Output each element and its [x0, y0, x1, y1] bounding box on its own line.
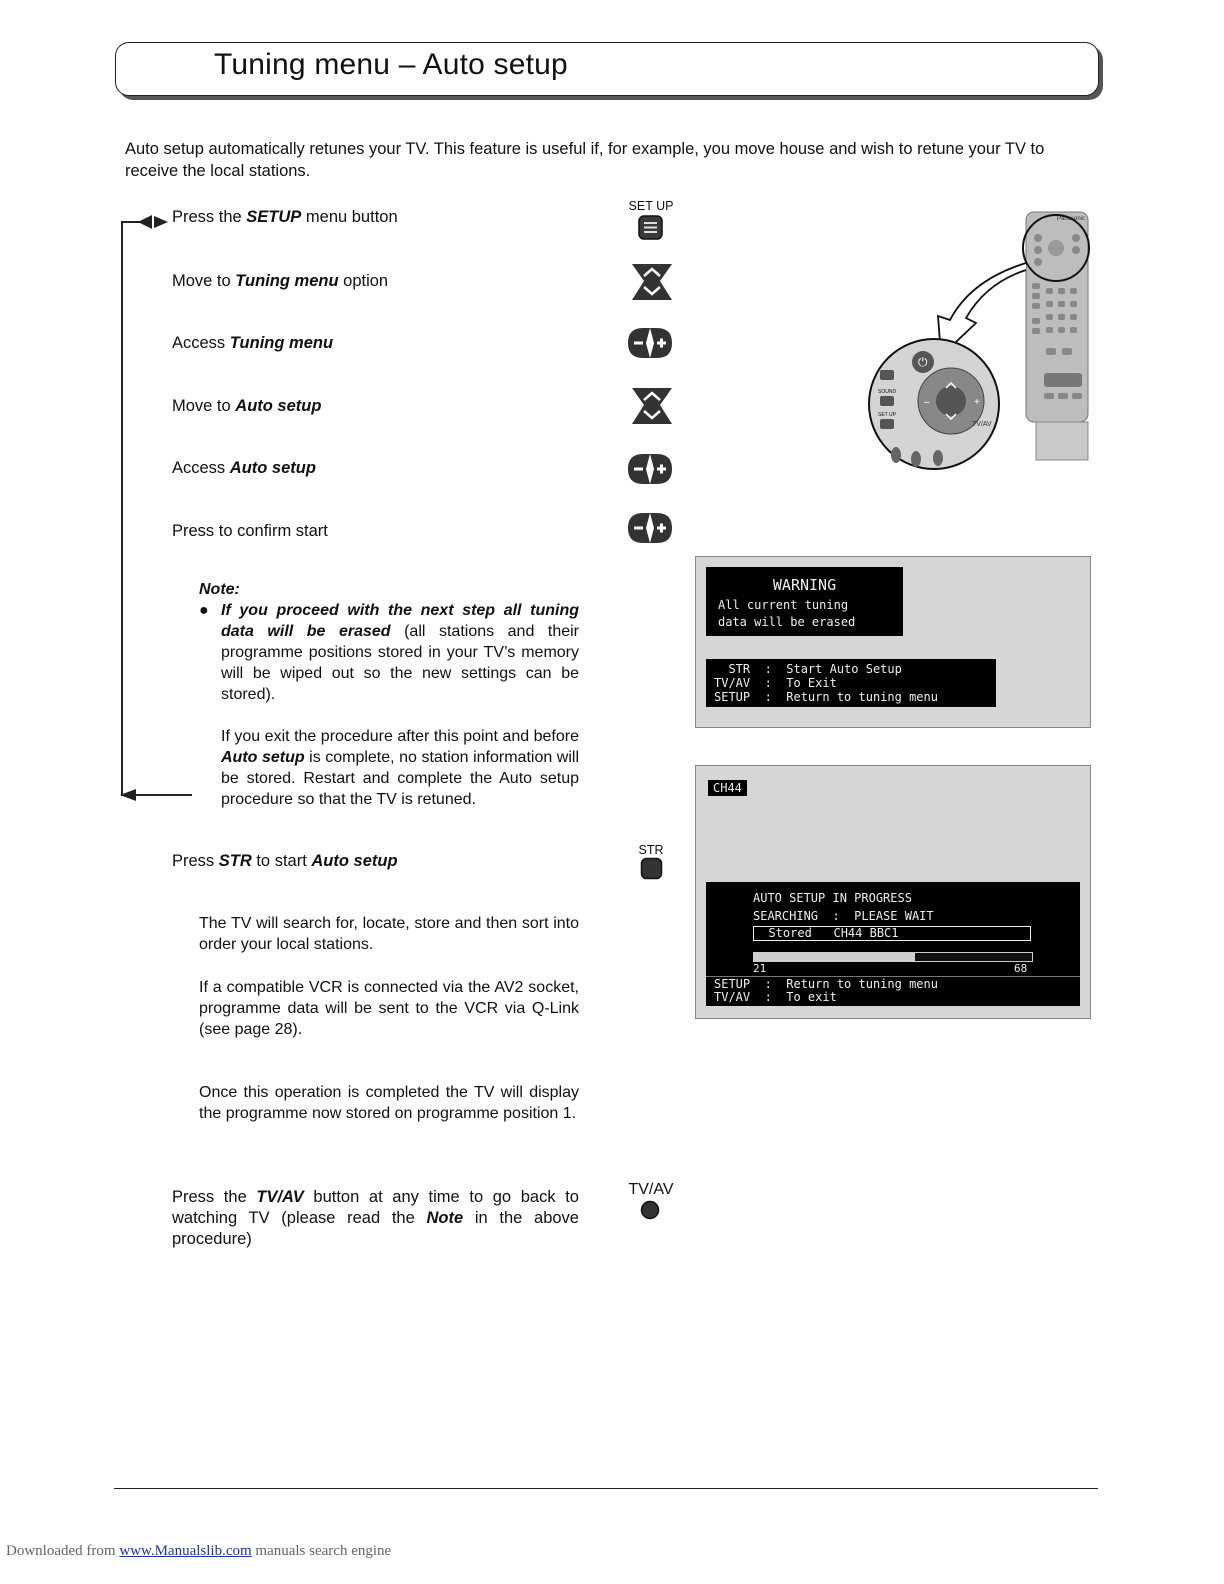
svg-text:+: +	[974, 397, 980, 408]
warning-line2: data will be erased	[718, 615, 856, 629]
bullet-icon: ●	[199, 602, 209, 619]
step-confirm-start: Press to confirm start	[172, 522, 328, 540]
remote-tvav-label: TV/AV	[972, 421, 992, 428]
up-down-button-icon[interactable]	[630, 386, 674, 426]
left-right-button-icon[interactable]	[626, 511, 674, 545]
remote-setup-label: SET UP	[878, 412, 896, 418]
progress-box	[706, 882, 1080, 1006]
up-down-button-icon[interactable]	[630, 262, 674, 302]
step-access-tuning-menu: Access Tuning menu	[172, 334, 334, 352]
osd-warning-screen	[695, 556, 1091, 728]
manualslib-link[interactable]: www.Manualslib.com	[119, 1543, 252, 1559]
step-move-auto-setup: Move to Auto setup	[172, 397, 322, 415]
footer-divider	[114, 1488, 1098, 1489]
note-heading: Note:	[199, 581, 240, 598]
warning-menu-setup: SETUP : Return to tuning menu	[714, 690, 938, 704]
progress-end: 68	[1014, 962, 1028, 975]
loop-arrow	[116, 210, 196, 810]
tvav-button-label: TV/AV	[628, 1181, 674, 1198]
search-description: The TV will search for, locate, store and then sort into order your local stations.	[199, 915, 579, 953]
left-right-button-icon[interactable]	[626, 452, 674, 486]
step-access-auto-setup: Access Auto setup	[172, 459, 316, 477]
osd-progress-screen	[695, 765, 1091, 1019]
left-right-button-icon[interactable]	[626, 326, 674, 360]
download-footer: Downloaded from www.Manualslib.com manuals search engine	[6, 1543, 392, 1559]
progress-start: 21	[753, 962, 767, 975]
step-move-tuning-menu: Move to Tuning menu option	[172, 272, 389, 290]
remote-sound-label: SOUND	[878, 389, 897, 395]
intro-text: Auto setup automatically retunes your TV. This feature is useful if, for example, you move house and wish to retune your TV to receive the local stations.	[125, 140, 1045, 180]
progress-heading: AUTO SETUP IN PROGRESS	[753, 891, 912, 905]
note-block	[199, 579, 579, 810]
progress-foot-tvav: TV/AV : To exit	[714, 990, 837, 1004]
str-button-icon[interactable]	[640, 857, 664, 881]
warning-title: WARNING	[772, 576, 837, 594]
remote-brand: Panasonic	[1057, 216, 1086, 222]
step-press-tvav: Press the TV/AV button at any time to go back to watching TV (please read the Note in the above procedure)	[172, 1188, 579, 1248]
page-title: Tuning menu – Auto setup	[214, 48, 568, 81]
note-warning: If you proceed with the next step all tuning data will be erased	[221, 602, 579, 640]
channel-badge: CH44	[708, 780, 747, 796]
note-exit-info: If you exit the procedure after this point and before Auto setup is complete, no station information will be stored. Restart and complete the Auto setup procedure so that the TV is retuned.	[221, 728, 579, 808]
progress-bar-fill	[754, 953, 915, 961]
str-button-label: STR	[638, 843, 664, 857]
warning-menu-box	[706, 659, 996, 707]
warning-menu-tvav: TV/AV : To Exit	[714, 676, 837, 690]
progress-searching: SEARCHING : PLEASE WAIT	[753, 909, 934, 923]
svg-text:–: –	[924, 397, 930, 408]
warning-line1: All current tuning	[718, 598, 849, 612]
warning-box	[706, 567, 903, 636]
warning-menu-str: STR : Start Auto Setup	[714, 662, 902, 676]
note-warning-rest: (all stations and their programme positions stored in your TV’s memory will be wiped out so the new settings can be stored).	[221, 623, 580, 703]
step-press-setup: Press the SETUP menu button	[172, 208, 398, 226]
setup-button-label: SET UP	[628, 199, 674, 213]
remote-control-illustration	[866, 208, 1094, 472]
progress-bar	[753, 952, 1033, 962]
setup-button-icon[interactable]	[638, 215, 664, 241]
step-press-str: Press STR to start Auto setup	[172, 852, 398, 870]
tvav-button-icon[interactable]	[640, 1200, 660, 1220]
vcr-description: If a compatible VCR is connected via the AV2 socket, programme data will be sent to the VCR via Q-Link (see page 28).	[199, 979, 579, 1038]
completion-description: Once this operation is completed the TV will display the programme now stored on programme position 1.	[199, 1084, 579, 1122]
stored-field: Stored CH44 BBC1	[753, 926, 1031, 941]
power-icon: ⏻	[918, 355, 928, 369]
progress-foot-setup: SETUP : Return to tuning menu	[714, 977, 938, 991]
